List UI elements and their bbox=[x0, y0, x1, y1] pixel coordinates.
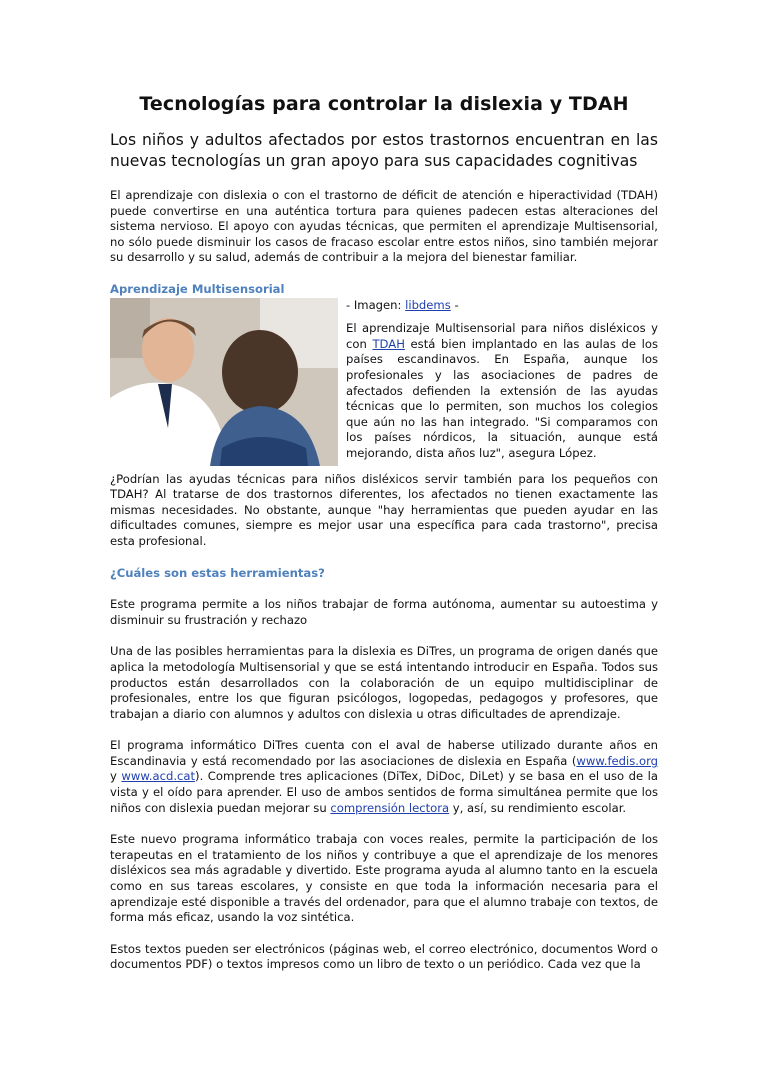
program-summary-paragraph: Este programa permite a los niños trabajar de forma autónoma, aumentar su autoestima y disminuir su frustración y rechazo bbox=[110, 597, 658, 627]
figure-row bbox=[110, 298, 658, 466]
voices-paragraph: Este nuevo programa informático trabaja con voces reales, permite la participación de los terapeutas en el tratamiento de los niños y contribuye a que el aprendizaje de los menores disléxicos sea más agradable y divertido. Este programa ayuda al alumno tanto en la escuela como en sus tareas escolares, y consiste en que toda la información necesaria para el aprendizaje esté disponible a través del ordenador, para que el alumno trabaje con textos, de forma más eficaz, usando la voz sintética. bbox=[110, 832, 658, 925]
section-heading-herramientas: ¿Cuáles son estas herramientas? bbox=[110, 565, 325, 580]
comprension-lectora-link[interactable]: comprensión lectora bbox=[330, 800, 450, 815]
intro-paragraph: El aprendizaje con dislexia o con el trastorno de déficit de atención e hiperactividad (TDAH) puede convertirse en una auténtica tortura para quienes padecen estas alteraciones del sistema nervioso. El apoyo con ayudas técnicas, que permiten el aprendizaje Multisensorial, no sólo puede disminuir los casos de fracaso escolar entre estos niños, sino también mejorar su desarrollo y su salud, además de contribuir a la mejora del bienestar familiar. bbox=[110, 188, 658, 265]
texts-paragraph: Estos textos pueden ser electrónicos (páginas web, el correo electrónico, documentos Word o documentos PDF) o textos impresos como un libro de texto o un periódico. Cada vez que la bbox=[110, 941, 658, 972]
multisensorial-paragraph bbox=[346, 321, 658, 461]
section-heading-multisensorial: Aprendizaje Multisensorial bbox=[110, 281, 285, 296]
image-caption bbox=[346, 298, 658, 314]
tdah-link[interactable]: TDAH bbox=[372, 336, 405, 351]
figure-text bbox=[346, 298, 658, 466]
para-text-a: El aprendizaje Multisensorial para niños disléxicos y con bbox=[346, 321, 658, 351]
para5-text-b: y bbox=[110, 769, 122, 784]
fedis-link[interactable]: www.fedis.org bbox=[576, 753, 658, 768]
document-page bbox=[110, 92, 658, 973]
para5-text-d: y, así, su rendimiento escolar. bbox=[449, 800, 627, 815]
ditres-paragraph: Una de las posibles herramientas para la dislexia es DiTres, un programa de origen danés que aplica la metodología Multisensorial y que se está intentando introducir en España. Todos sus productos están desarrollados con la colaboración de un equipo multidisciplinar de profesionales, entre los que figuran psicólogos, logopedas, pedagogos y profesores, que trabajan a diario con alumnos y adultos con dislexia u otras dificultades de aprendizaje. bbox=[110, 644, 658, 721]
page-title: Tecnologías para controlar la dislexia y TDAH bbox=[139, 93, 629, 115]
subtitle: Los niños y adultos afectados por estos trastornos encuentran en las nuevas tecnologías un gran apoyo para sus capacidades cognitivas bbox=[110, 131, 658, 170]
acd-link[interactable]: www.acd.cat bbox=[121, 769, 196, 784]
caption-prefix: - Imagen: bbox=[346, 297, 406, 312]
para5-text-a: El programa informático DiTres cuenta con el aval de haberse utilizado durante años en Escandinavia y está recomendado por las asociaciones de dislexia en España ( bbox=[110, 738, 658, 768]
para5-text-c: ). Comprende tres aplicaciones (DiTex, DiDoc, DiLet) y se basa en el uso de la vista y el oído para aprender. El uso de ambos sentidos de forma simultánea permite que los niños con dislexia puedan mejorar su bbox=[110, 769, 659, 815]
para-text-b: está bien implantado en las aulas de los países escandinavos. En España, aunque los profesionales y las asociaciones de padres de afectados defienden la extensión de las ayudas técnicas que lo permiten, son muchos los colegios que aún no las han integrado. "Si comparamos con los países nórdicos, la situación, aunque está mejorando, dista años luz", asegura López. bbox=[346, 336, 658, 460]
libdems-link[interactable]: libdems bbox=[405, 297, 451, 312]
caption-suffix: - bbox=[450, 297, 459, 312]
tdah-paragraph: ¿Podrían las ayudas técnicas para niños disléxicos servir también para los pequeños con TDAH? Al tratarse de dos trastornos diferentes, los afectados no tienen exactamente las mismas necesidades. No obstante, aunque "hay herramientas que pueden ayudar en las dificultades comunes, siempre es mejor usar una específica para cada trastorno", precisa esta profesional. bbox=[110, 471, 658, 548]
ditres-details-paragraph bbox=[110, 738, 658, 816]
classroom-photo bbox=[110, 298, 338, 466]
